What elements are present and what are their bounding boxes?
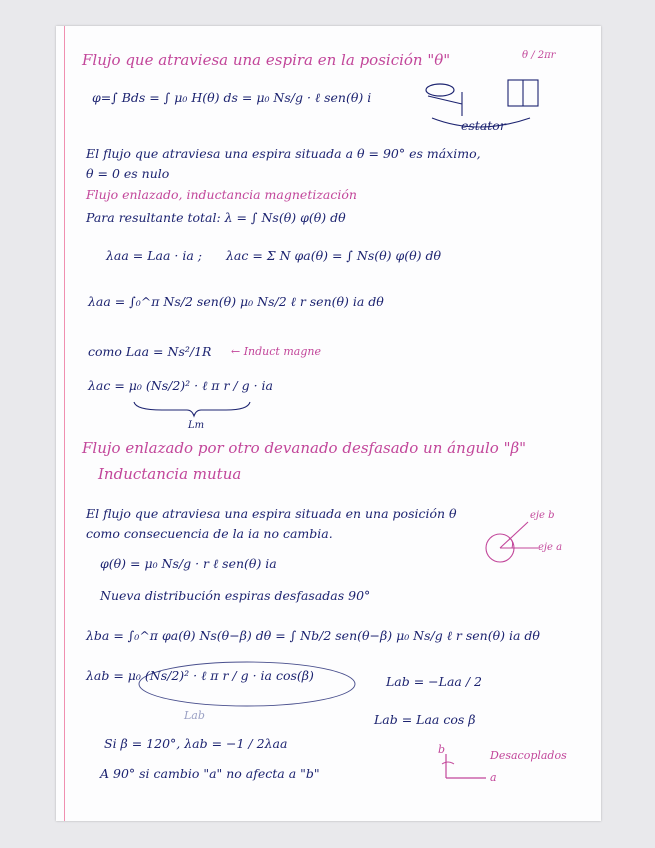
a-axis-label: a: [490, 771, 497, 784]
equation-lba-integral: λba = ∫₀^π φa(θ) Ns(θ−β) dθ = ∫ Nb/2 sen(θ−β) μ₀ Ns/g ℓ r sen(θ) ia dθ: [86, 628, 540, 643]
stator-sketch: [418, 78, 544, 150]
b-axis-label: b: [438, 743, 446, 756]
equation-lac: λac = Σ N φa(θ) = ∫ Ns(θ) φ(θ) dθ: [226, 248, 442, 263]
underbrace-label: Lm: [188, 420, 205, 431]
equation-laa-value: como Laa = Ns²/1R: [88, 344, 212, 359]
equation-lab-result: λab = μ₀ (Ns/2)² · ℓ π r / g · ia cos(β): [86, 668, 314, 683]
equation-lac-result: λac = μ₀ (Ns/2)² · ℓ π r / g · ia: [88, 378, 273, 393]
equation-laa: λaa = Laa · ia ;: [106, 248, 203, 263]
heading-mutual-inductance: Inductancia mutua: [98, 465, 242, 483]
equation-90-degrees: A 90° si cambio "a" no afecta a "b": [100, 766, 320, 781]
paragraph-flux-null: θ = 0 es nulo: [86, 166, 170, 181]
paragraph-flux-unchanged: como consecuencia de la ia no cambia.: [86, 526, 333, 541]
paragraph-total-resultant: Para resultante total: λ = ∫ Ns(θ) φ(θ) dθ: [86, 210, 346, 225]
corner-fraction: θ / 2πr: [522, 50, 556, 61]
faint-lab-label: Lab: [184, 709, 205, 722]
equation-flux-theta: φ(θ) = μ₀ Ns/g · r ℓ sen(θ) ia: [100, 556, 277, 571]
equation-lab-cos: Lab = Laa cos β: [374, 712, 476, 727]
equation-lab-minus-half: Lab = −Laa / 2: [386, 674, 482, 689]
equation-beta-120: Si β = 120°, λab = −1 / 2λaa: [104, 736, 288, 751]
notebook-page: [56, 26, 601, 821]
equation-laa-integral: λaa = ∫₀^π Ns/2 sen(θ) μ₀ Ns/2 ℓ r sen(θ) ia dθ: [88, 294, 384, 309]
decoupled-label: Desacoplados: [490, 749, 567, 762]
paragraph-flux-position: El flujo que atraviesa una espira situada en una posición θ: [86, 506, 457, 521]
paragraph-flux-max: El flujo que atraviesa una espira situada a θ = 90° es máximo,: [86, 146, 481, 161]
heading-mutual-flux: Flujo enlazado por otro devanado desfasado un ángulo "β": [82, 439, 527, 457]
equation-flux: φ=∫ Bds = ∫ μ₀ H(θ) ds = μ₀ Ns/g · ℓ sen(θ) i: [92, 90, 372, 105]
note-magnetizing-inductance: ← Induct magne: [231, 345, 321, 358]
heading-flux-through-coil: Flujo que atraviesa una espira en la posición "θ": [82, 51, 451, 69]
heading-magnetizing-inductance: Flujo enlazado, inductancia magnetización: [86, 187, 357, 202]
axis-b-label: eje b: [530, 510, 555, 521]
axis-a-label: eje a: [538, 542, 563, 553]
underbrace-lm: [132, 400, 252, 418]
paragraph-new-distribution: Nueva distribución espiras desfasadas 90°: [100, 588, 371, 603]
stator-label: estator: [461, 118, 506, 133]
margin-line: [64, 26, 65, 821]
